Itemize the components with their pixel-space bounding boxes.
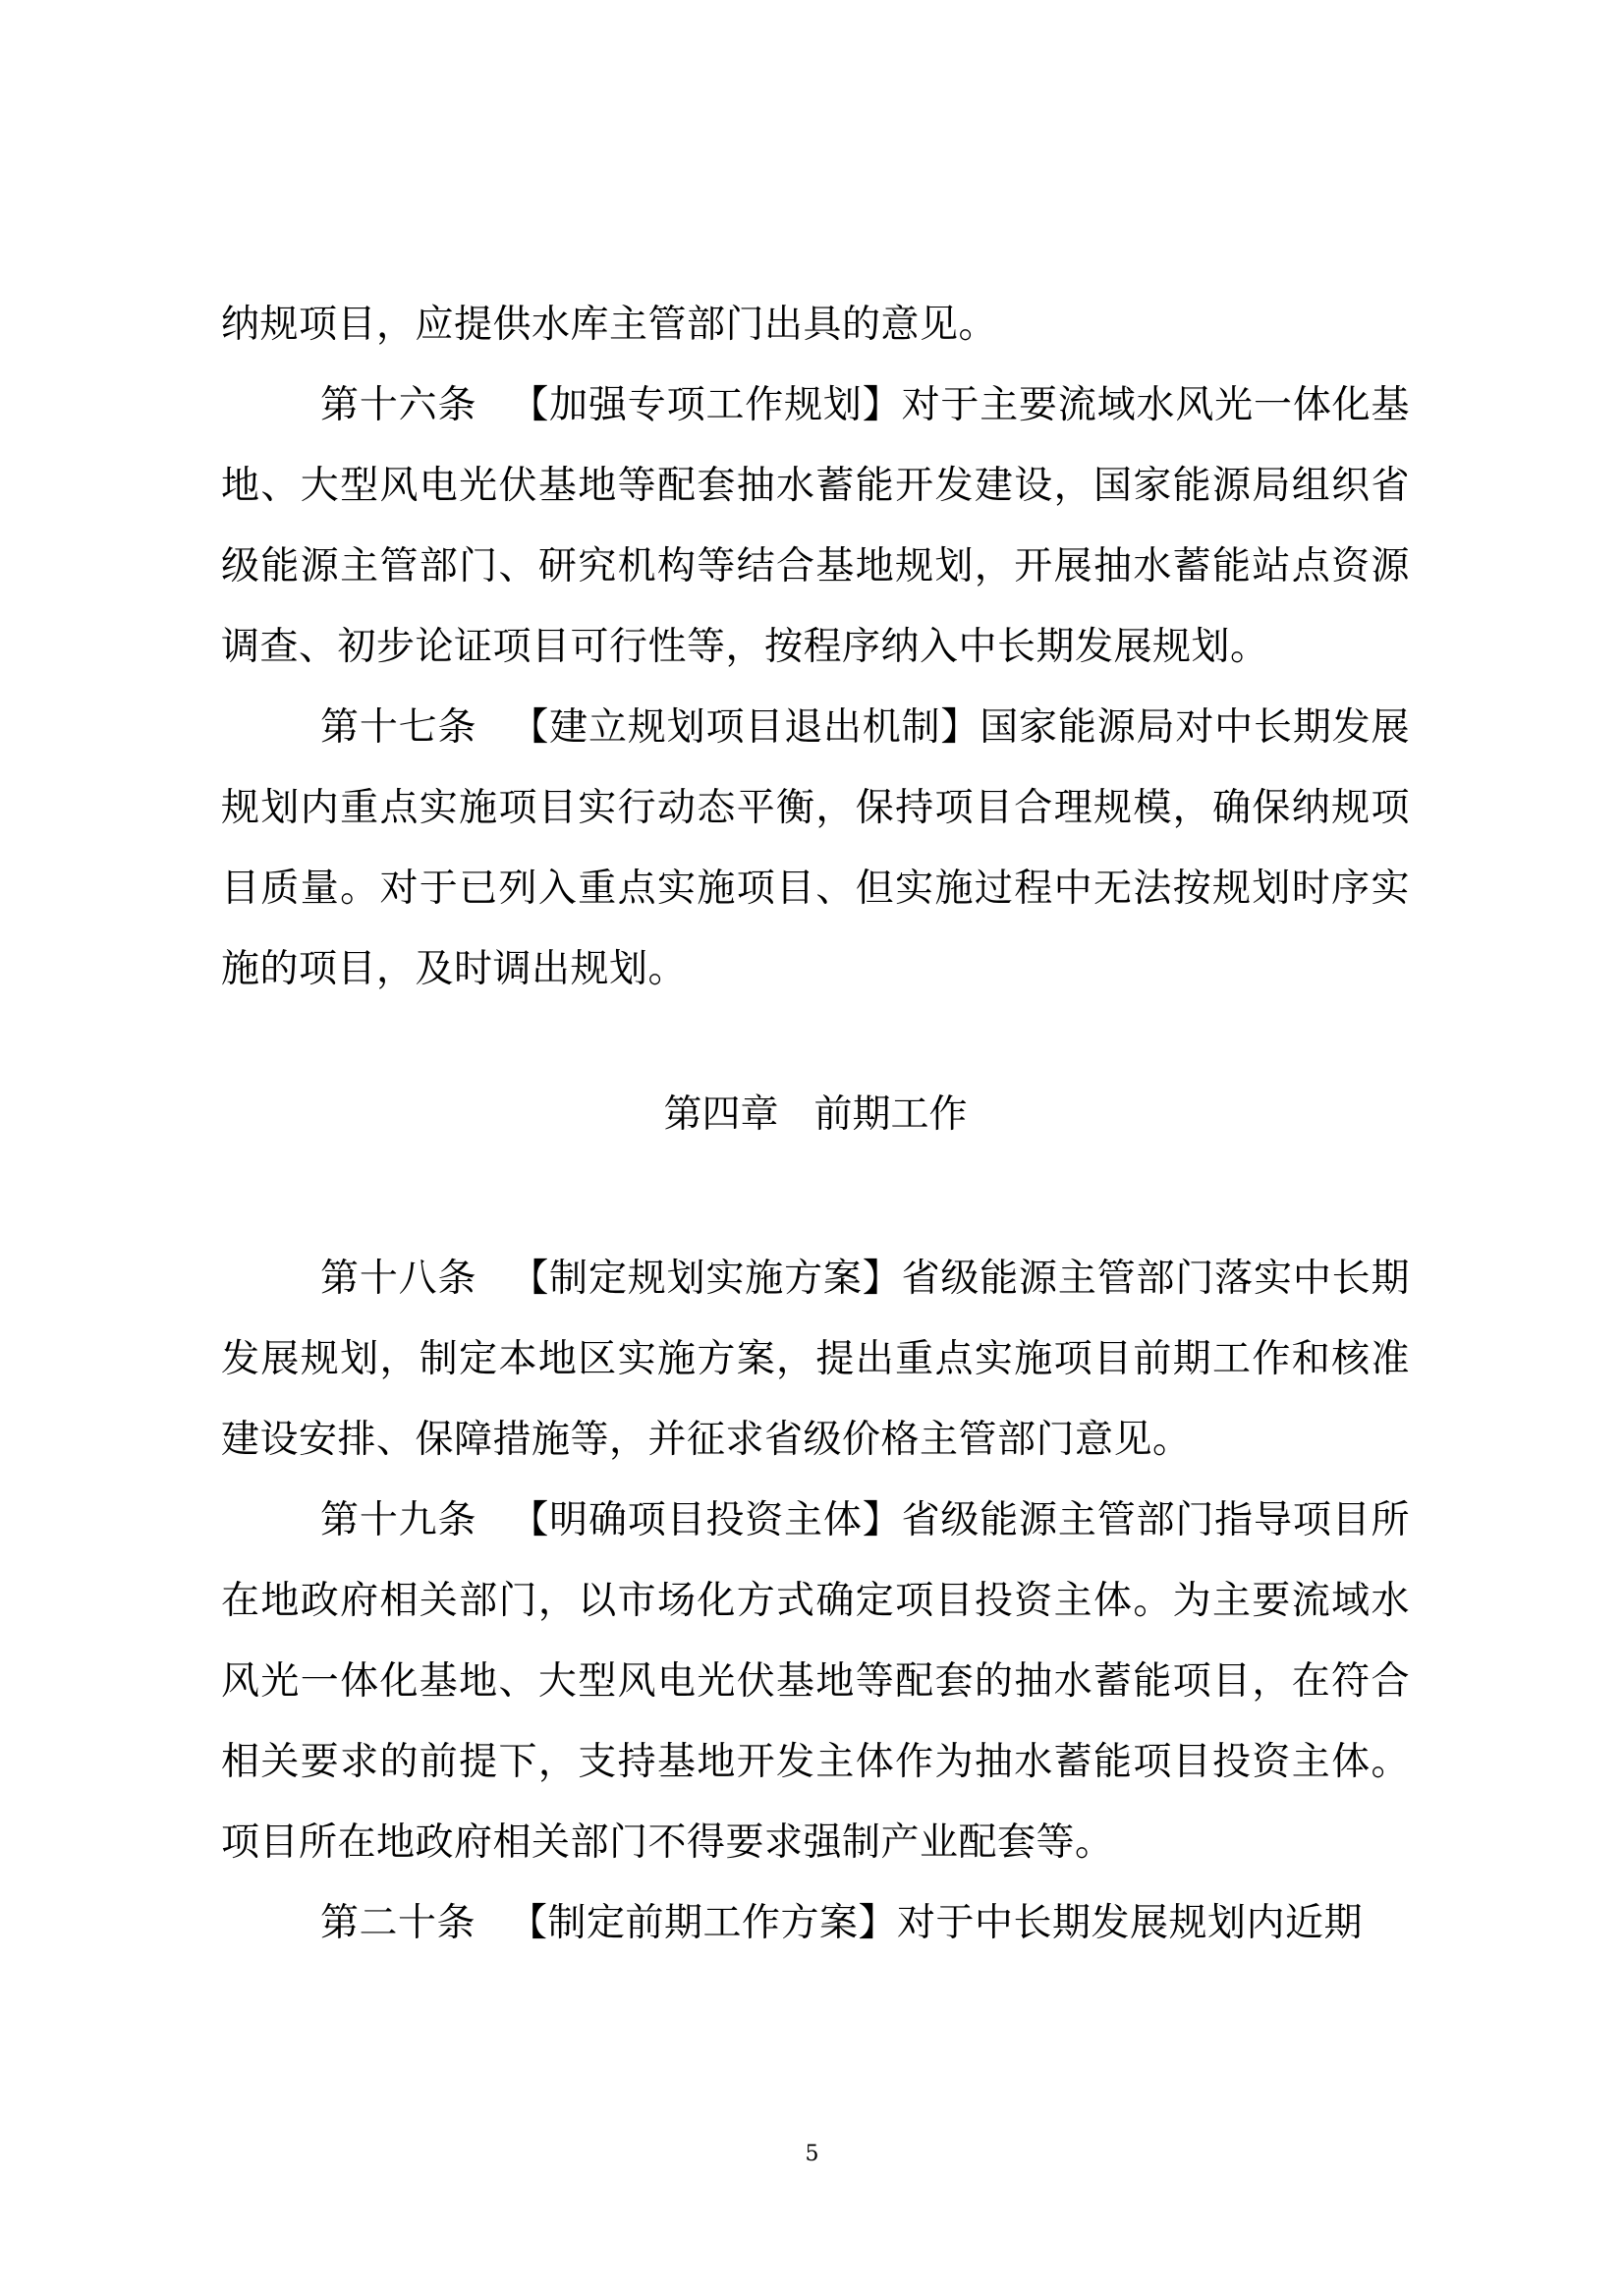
article-label: 第十六条 <box>320 383 477 427</box>
article-body: 【明确项目投资主体】省级能源主管部门指导项目所在地政府相关部门，以市场化方式确定项目投资主体。为主要流域水风光一体化基地、大型风电光伏基地等配套的抽水蓄能项目，在符合相关要求的前提下，支持基地开发主体作为抽水蓄能项目投资主体。项目所在地政府相关部门不得要求强制产业配套等。 <box>221 1498 1410 1865</box>
continuation-paragraph: 纳规项目，应提供水库主管部门出具的意见。 <box>221 303 998 347</box>
article-18 <box>221 1239 1410 1481</box>
document-body <box>221 285 1410 1964</box>
article-19 <box>221 1481 1410 1883</box>
article-16 <box>221 365 1410 688</box>
chapter-title: 前期工作 <box>813 1092 968 1137</box>
article-body: 【制定规划实施方案】省级能源主管部门落实中长期发展规划，制定本地区实施方案，提出重点实施项目前期工作和核准建设安排、保障措施等，并征求省级价格主管部门意见。 <box>221 1257 1410 1462</box>
article-label: 第十八条 <box>320 1257 477 1301</box>
article-17 <box>221 688 1410 1010</box>
article-label: 第十七条 <box>320 705 477 750</box>
article-body: 【加强专项工作规划】对于主要流域水风光一体化基地、大型风电光伏基地等配套抽水蓄能开发建设，国家能源局组织省级能源主管部门、研究机构等结合基地规划，开展抽水蓄能站点资源调查、初步论证项目可行性等，按程序纳入中长期发展规划。 <box>221 383 1410 669</box>
article-body: 【建立规划项目退出机制】国家能源局对中长期发展规划内重点实施项目实行动态平衡，保持项目合理规模，确保纳规项目质量。对于已列入重点实施项目、但实施过程中无法按规划时序实施的项目，及时调出规划。 <box>221 705 1410 991</box>
page-number: 5 <box>805 2142 819 2166</box>
article-body: 【制定前期工作方案】对于中长期发展规划内近期 <box>509 1901 1364 1945</box>
article-label: 第二十条 <box>320 1901 476 1945</box>
article-label: 第十九条 <box>320 1498 477 1542</box>
chapter-number: 第四章 <box>663 1092 779 1137</box>
article-20 <box>221 1883 1410 1964</box>
chapter-heading <box>221 1010 1410 1239</box>
